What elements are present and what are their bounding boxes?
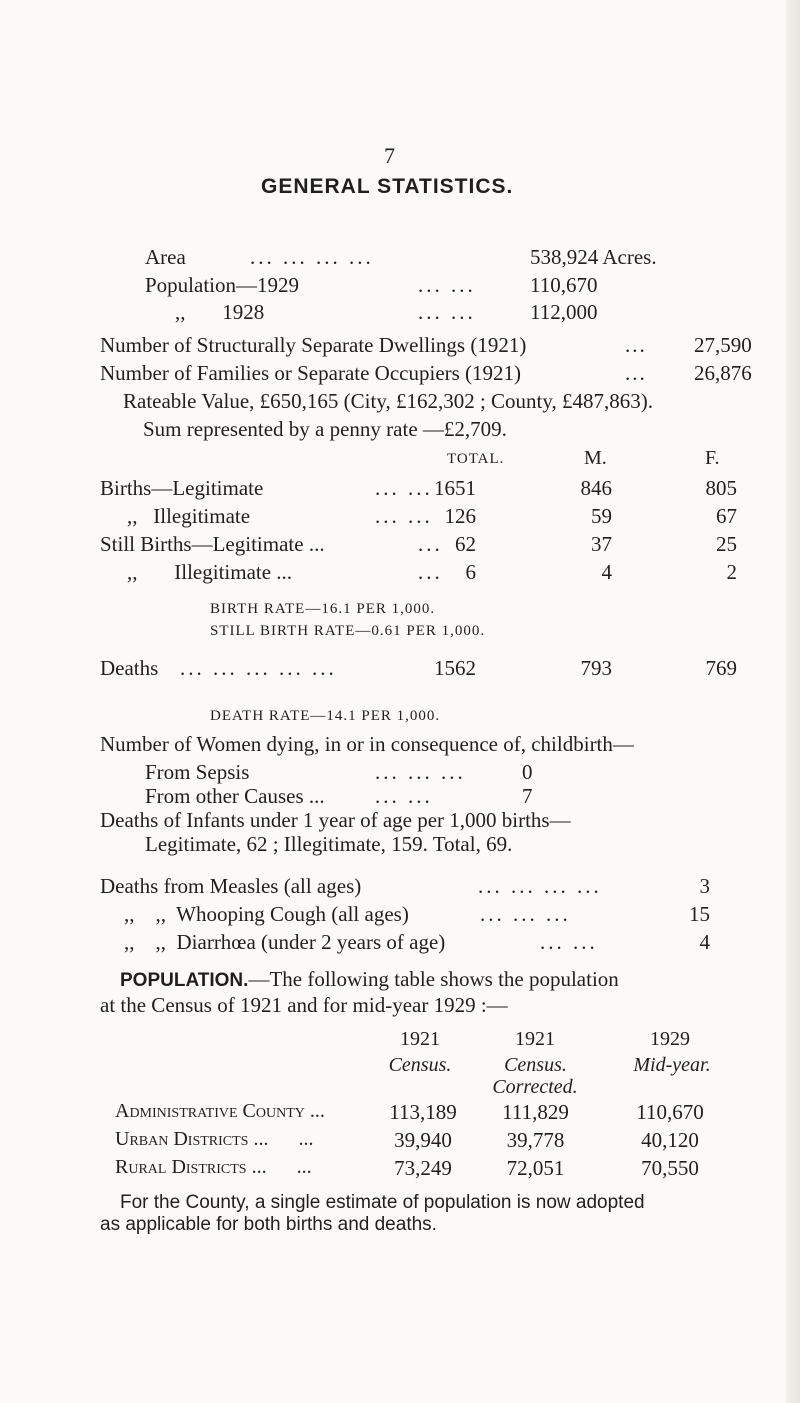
pop-row-rural-label: Rural Districts ... ... <box>115 1156 312 1178</box>
population-1929-label: Population—1929 <box>145 273 300 297</box>
pop-row-urban-1929: 40,120 <box>641 1128 699 1152</box>
births-legit-total: 1651 <box>434 476 476 500</box>
whooping-cough-value: 15 <box>689 902 710 926</box>
col-1929-year: 1929 <box>650 1028 690 1050</box>
deaths-total: 1562 <box>434 656 476 680</box>
col-corrected-sub: Corrected. <box>492 1076 578 1098</box>
stillbirths-illegit-label: ,, Illegitimate ... <box>127 560 293 584</box>
stillbirths-legit-m: 37 <box>591 532 612 556</box>
deaths-label: Deaths <box>100 656 159 680</box>
col-1921-census-year: 1921 <box>400 1028 440 1050</box>
death-rate: DEATH RATE—14.1 PER 1,000. <box>210 708 441 724</box>
population-1928-value: 112,000 <box>530 300 598 324</box>
stillbirths-legit-total: 62 <box>455 532 476 556</box>
childbirth-other-label: From other Causes ... <box>145 784 325 808</box>
childbirth-sepsis-label: From Sepsis <box>145 760 250 784</box>
population-intro-text: —The following table shows the population <box>248 967 619 991</box>
births-legit-f: 805 <box>705 476 737 500</box>
leader-dots: ... <box>418 560 443 584</box>
diarrhoea-value: 4 <box>699 930 710 954</box>
page-title: GENERAL STATISTICS. <box>261 175 514 198</box>
diarrhoea-label: ,, ,, Diarrhœa (under 2 years of age) <box>124 930 446 954</box>
leader-dots: ... ... <box>375 476 433 500</box>
births-illegit-label: ,, Illegitimate <box>127 504 251 528</box>
births-illegit-total: 126 <box>444 504 476 528</box>
page-number: 7 <box>384 143 395 168</box>
col-total-header: TOTAL. <box>447 451 505 467</box>
footer-line-2: as applicable for both births and deaths. <box>100 1214 437 1235</box>
leader-dots: ... <box>625 361 647 385</box>
leader-dots: ... ... <box>540 930 598 954</box>
col-1921-census-sub: Census. <box>388 1054 452 1076</box>
population-1929-value: 110,670 <box>530 273 598 297</box>
births-legit-label: Births—Legitimate <box>100 476 264 500</box>
stillbirths-illegit-f: 2 <box>726 560 737 584</box>
page-edge <box>786 0 800 1403</box>
families-label: Number of Families or Separate Occupiers (1921) <box>100 361 522 385</box>
leader-dots: ... ... <box>418 300 476 324</box>
childbirth-other-value: 7 <box>522 784 533 808</box>
col-1929-sub: Mid-year. <box>633 1054 711 1076</box>
area-value: 538,924 Acres. <box>530 245 657 269</box>
rateable-value: Rateable Value, £650,165 (City, £162,302 ; County, £487,863). <box>123 389 654 413</box>
col-m-header: M. <box>584 447 607 469</box>
leader-dots: ... ... <box>375 504 433 528</box>
pop-row-admin-1921c: 111,829 <box>502 1100 569 1124</box>
leader-dots: ... ... ... ... <box>250 245 374 269</box>
footer-line-1: For the County, a single estimate of population is now adopted <box>120 1192 645 1213</box>
infants-line-1: Deaths of Infants under 1 year of age per 1,000 births— <box>100 808 571 832</box>
measles-label: Deaths from Measles (all ages) <box>100 874 362 898</box>
leader-dots: ... ... ... ... <box>478 874 602 898</box>
leader-dots: ... ... ... ... ... <box>180 656 337 680</box>
col-1921-corrected-year: 1921 <box>515 1028 555 1050</box>
still-birth-rate: STILL BIRTH RATE—0.61 PER 1,000. <box>210 623 486 639</box>
pop-row-rural-1921c: 72,051 <box>506 1156 565 1180</box>
population-intro-line-2: at the Census of 1921 and for mid-year 1929 :— <box>100 993 508 1017</box>
leader-dots: ... <box>625 333 647 357</box>
pop-row-admin-label: Administrative County ... <box>115 1100 325 1122</box>
childbirth-intro: Number of Women dying, in or in consequence of, childbirth— <box>100 732 634 756</box>
dwellings-label: Number of Structurally Separate Dwellings (1921) <box>100 333 527 357</box>
stillbirths-legit-f: 25 <box>716 532 737 556</box>
pop-row-urban-1921c: 39,778 <box>506 1128 565 1152</box>
deaths-m: 793 <box>580 656 612 680</box>
leader-dots: ... ... <box>418 273 476 297</box>
infants-line-2: Legitimate, 62 ; Illegitimate, 159. Total, 69. <box>145 832 513 856</box>
dwellings-value: 27,590 <box>694 333 752 357</box>
stillbirths-illegit-total: 6 <box>465 560 476 584</box>
col-f-header: F. <box>705 447 720 469</box>
deaths-f: 769 <box>705 656 737 680</box>
pop-row-rural-1929: 70,550 <box>641 1156 699 1180</box>
stillbirths-illegit-m: 4 <box>601 560 612 584</box>
childbirth-sepsis-value: 0 <box>522 760 533 784</box>
births-legit-m: 846 <box>580 476 612 500</box>
measles-value: 3 <box>699 874 710 898</box>
birth-rate: BIRTH RATE—16.1 PER 1,000. <box>210 601 436 617</box>
population-intro-line-1 <box>120 967 619 992</box>
pop-row-admin-1921: 113,189 <box>389 1100 457 1124</box>
area-label: Area <box>145 245 186 269</box>
births-illegit-m: 59 <box>591 504 612 528</box>
population-heading: POPULATION. <box>120 970 249 991</box>
col-1921-corrected-sub: Census. <box>504 1054 567 1076</box>
leader-dots: ... ... ... <box>480 902 571 926</box>
whooping-cough-label: ,, ,, Whooping Cough (all ages) <box>124 902 409 926</box>
leader-dots: ... ... ... <box>375 760 466 784</box>
births-illegit-f: 67 <box>716 504 737 528</box>
population-1928-label: ,, 1928 <box>175 300 265 324</box>
pop-row-rural-1921: 73,249 <box>394 1156 452 1180</box>
leader-dots: ... ... <box>375 784 433 808</box>
pop-row-admin-1929: 110,670 <box>636 1100 704 1124</box>
penny-rate: Sum represented by a penny rate —£2,709. <box>143 417 507 441</box>
pop-row-urban-1921: 39,940 <box>394 1128 452 1152</box>
leader-dots: ... <box>418 532 443 556</box>
stillbirths-legit-label: Still Births—Legitimate ... <box>100 532 325 556</box>
pop-row-urban-label: Urban Districts ... ... <box>115 1128 314 1150</box>
families-value: 26,876 <box>694 361 752 385</box>
